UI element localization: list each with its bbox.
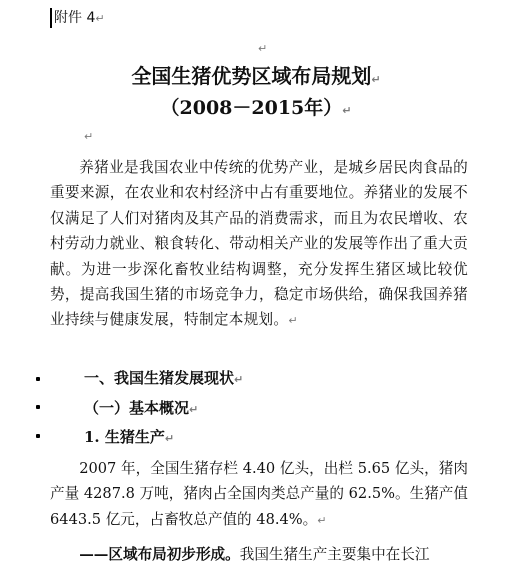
- intro-paragraph-text: 养猪业是我国农业中传统的优势产业，是城乡居民肉食品的重要来源，在农业和农村经济中占有重要地位。养猪业的发展不仅满足了人们对猪肉及其产品的消费需求，而且为农民增收、农村劳动力就业、粮食转化、带动相关产业的发展等作出了重大贡献。为进一步深化畜牧业结构调整，充分发挥生猪区域比较优势，提高我国生猪的市场竞争力，稳定市场供给，确保我国养猪业持续与健康发展，特制定本规划。: [50, 159, 468, 329]
- text-cursor: [50, 8, 52, 28]
- paragraph-mark: ↵: [342, 104, 352, 117]
- paragraph-mark: ↵: [95, 12, 105, 25]
- item-heading: [84, 425, 174, 451]
- paragraph-mark: ↵: [371, 73, 381, 86]
- section-heading: [84, 366, 243, 392]
- regional-lead-bold: ——区域布局初步形成。: [79, 546, 240, 563]
- list-bullet: [36, 434, 40, 438]
- production-paragraph: [50, 456, 468, 533]
- paragraph-mark: ↵: [234, 373, 244, 386]
- subsection-heading-text: （一）基本概况: [84, 399, 190, 417]
- section-heading-text: 一、我国生猪发展现状: [84, 369, 235, 387]
- paragraph-mark: ↵: [288, 314, 298, 328]
- attachment-label-text: 附件 4: [54, 10, 96, 26]
- document-title: [0, 63, 512, 93]
- production-paragraph-text: 2007 年，全国生猪存栏 4.40 亿头，出栏 5.65 亿头，猪肉产量 4287.8 万吨，猪肉占全国肉类总产量的 62.5%。生猪产值 6443.5 亿元，占畜牧总产值的 48.4%。: [50, 460, 468, 528]
- intro-paragraph: [50, 155, 468, 334]
- paragraph-mark: ↵: [84, 130, 94, 143]
- list-bullet: [36, 405, 40, 409]
- regional-paragraph: [50, 542, 468, 567]
- paragraph-mark: ↵: [317, 513, 327, 527]
- document-subtitle: [0, 95, 512, 124]
- regional-text: 我国生猪生产主要集中在长江: [239, 546, 430, 563]
- subsection-heading: [84, 396, 198, 422]
- paragraph-mark: ↵: [189, 403, 199, 416]
- attachment-label: [54, 8, 105, 29]
- paragraph-mark: ↵: [258, 42, 268, 55]
- list-bullet: [36, 377, 40, 381]
- document-subtitle-text: （2008－2015年）: [160, 97, 343, 119]
- document-title-text: 全国生猪优势区域布局规划: [131, 64, 372, 88]
- item-heading-text: 1. 生猪生产: [84, 428, 165, 446]
- paragraph-mark: ↵: [164, 432, 175, 445]
